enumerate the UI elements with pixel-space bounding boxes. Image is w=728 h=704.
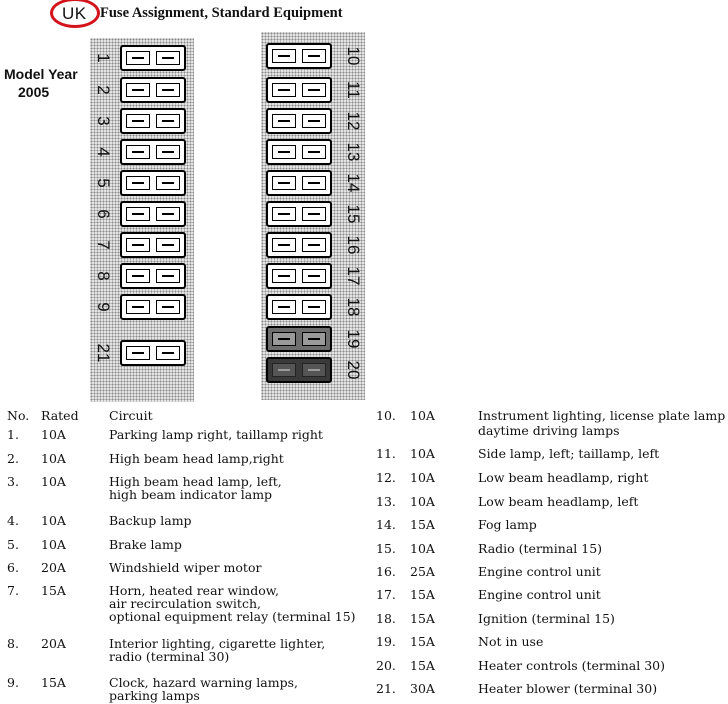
fuse-10 — [266, 43, 332, 69]
row-no: 10. — [376, 408, 396, 423]
fuse-17 — [266, 263, 332, 289]
fuse-number-label: 6 — [94, 209, 113, 219]
fuse-number-label: 15 — [344, 204, 363, 224]
row-circuit-line: Engine control unit — [478, 587, 601, 602]
fuse-9 — [120, 294, 186, 320]
row-no: 12. — [376, 470, 396, 485]
fuse-terminal-left — [272, 363, 296, 377]
row-circuit-line: Low beam headlamp, right — [478, 470, 649, 485]
row-rated: 10A — [41, 474, 66, 489]
fuse-terminal-left — [126, 176, 150, 190]
model-year-value: 2005 — [18, 84, 50, 100]
fuse-terminal-left — [272, 145, 296, 159]
page-title: Fuse Assignment, Standard Equipment — [100, 5, 343, 21]
row-circuit-line: Ignition (terminal 15) — [478, 611, 615, 626]
fuse-2 — [120, 77, 186, 103]
fuse-number-label: 8 — [94, 271, 113, 281]
fuse-terminal-left — [272, 83, 296, 97]
fuse-terminal-right — [302, 207, 326, 221]
row-circuit-line: Heater controls (terminal 30) — [478, 658, 665, 673]
row-circuit-line: daytime driving lamps — [478, 423, 620, 438]
row-no: 15. — [376, 541, 396, 556]
row-no: 11. — [376, 446, 396, 461]
fuse-terminal-right — [156, 300, 180, 314]
row-circuit-line: Instrument lighting, license plate lamp — [478, 408, 726, 423]
fuse-terminal-right — [302, 363, 326, 377]
fuse-3 — [120, 108, 186, 134]
fuse-11 — [266, 77, 332, 103]
fuse-20 — [266, 357, 332, 383]
row-rated: 25A — [410, 564, 435, 579]
row-rated: 15A — [410, 611, 435, 626]
row-rated: 30A — [410, 681, 435, 696]
header-rated: Rated — [41, 408, 79, 423]
fuse-terminal-right — [302, 269, 326, 283]
fuse-14 — [266, 170, 332, 196]
fuse-number-label: 7 — [94, 240, 113, 250]
fuse-number-label: 11 — [344, 81, 363, 99]
row-rated: 10A — [41, 427, 66, 442]
fuse-terminal-left — [272, 114, 296, 128]
row-circuit-line: Backup lamp — [109, 513, 192, 528]
row-circuit-line: Engine control unit — [478, 564, 601, 579]
fuse-number-label: 3 — [94, 116, 113, 126]
row-no: 14. — [376, 517, 396, 532]
row-rated: 10A — [410, 494, 435, 509]
row-circuit-line: high beam indicator lamp — [109, 487, 273, 502]
row-circuit-line: Horn, heated rear window, — [109, 583, 279, 598]
fuse-terminal-left — [126, 346, 150, 360]
row-rated: 20A — [41, 560, 66, 575]
fuse-number-label: 5 — [94, 178, 113, 188]
fuse-16 — [266, 232, 332, 258]
fuse-19 — [266, 326, 332, 352]
header-no: No. — [7, 408, 30, 423]
row-no: 16. — [376, 564, 396, 579]
fuse-terminal-right — [302, 83, 326, 97]
fuse-terminal-left — [126, 207, 150, 221]
fuse-terminal-right — [156, 346, 180, 360]
row-circuit-line: Low beam headlamp, left — [478, 494, 639, 509]
row-circuit-line: Fog lamp — [478, 517, 537, 532]
fuse-terminal-left — [126, 269, 150, 283]
fuse-5 — [120, 170, 186, 196]
row-rated: 10A — [410, 446, 435, 461]
fuse-7 — [120, 232, 186, 258]
fuse-number-label: 17 — [344, 266, 363, 286]
row-no: 21. — [376, 681, 396, 696]
row-circuit-line: Clock, hazard warning lamps, — [109, 675, 298, 690]
fuse-number-label: 16 — [344, 235, 363, 255]
row-no: 18. — [376, 611, 396, 626]
row-rated: 10A — [410, 541, 435, 556]
fuse-12 — [266, 108, 332, 134]
fuse-21 — [120, 340, 186, 366]
header-circuit: Circuit — [109, 408, 153, 423]
fuse-number-label: 4 — [94, 147, 113, 157]
fuse-number-label: 9 — [94, 302, 113, 312]
row-no: 13. — [376, 494, 396, 509]
fuse-number-label: 18 — [344, 297, 363, 317]
fuse-18 — [266, 294, 332, 320]
row-no: 19. — [376, 634, 396, 649]
fuse-terminal-left — [126, 51, 150, 65]
row-no: 1. — [7, 427, 19, 442]
fuse-number-label: 20 — [344, 360, 363, 380]
row-no: 17. — [376, 587, 396, 602]
fuse-13 — [266, 139, 332, 165]
row-no: 3. — [7, 474, 19, 489]
fuse-terminal-right — [156, 269, 180, 283]
fuse-terminal-right — [302, 332, 326, 346]
row-rated: 10A — [41, 537, 66, 552]
row-circuit-line: Radio (terminal 15) — [478, 541, 603, 556]
row-circuit-line: optional equipment relay (terminal 15) — [109, 609, 356, 624]
row-circuit-line: Windshield wiper motor — [109, 560, 262, 575]
row-circuit-line: parking lamps — [109, 688, 200, 703]
fuse-terminal-left — [272, 207, 296, 221]
row-circuit-line: Heater blower (terminal 30) — [478, 681, 658, 696]
fuse-terminal-left — [272, 176, 296, 190]
row-circuit-line: air recirculation switch, — [109, 596, 261, 611]
fuse-number-label: 2 — [94, 85, 113, 95]
row-no: 5. — [7, 537, 19, 552]
row-rated: 20A — [41, 636, 66, 651]
fuse-4 — [120, 139, 186, 165]
fuse-number-label: 10 — [344, 46, 363, 66]
fuse-terminal-left — [272, 332, 296, 346]
fuse-terminal-left — [126, 114, 150, 128]
row-circuit-line: High beam head lamp, left, — [109, 474, 282, 489]
row-no: 2. — [7, 451, 19, 466]
fuse-terminal-right — [156, 176, 180, 190]
fuse-terminal-right — [156, 114, 180, 128]
fuse-number-label: 19 — [344, 329, 363, 349]
fuse-terminal-left — [126, 238, 150, 252]
row-circuit-line: radio (terminal 30) — [109, 649, 230, 664]
fuse-terminal-right — [156, 83, 180, 97]
fuse-terminal-right — [302, 49, 326, 63]
fuse-terminal-left — [126, 83, 150, 97]
fuse-1 — [120, 45, 186, 71]
fuse-terminal-left — [272, 269, 296, 283]
fuse-terminal-left — [272, 49, 296, 63]
fuse-8 — [120, 263, 186, 289]
row-no: 7. — [7, 583, 19, 598]
fuse-terminal-right — [156, 145, 180, 159]
fuse-number-label: 13 — [344, 142, 363, 162]
row-rated: 15A — [41, 675, 66, 690]
row-rated: 10A — [41, 451, 66, 466]
fuse-terminal-left — [272, 238, 296, 252]
model-year-label: Model Year — [4, 66, 78, 82]
fuse-terminal-left — [126, 145, 150, 159]
fuse-15 — [266, 201, 332, 227]
row-no: 6. — [7, 560, 19, 575]
row-rated: 10A — [410, 470, 435, 485]
row-rated: 10A — [41, 513, 66, 528]
row-rated: 15A — [410, 587, 435, 602]
fuse-terminal-right — [302, 114, 326, 128]
fuse-terminal-right — [156, 238, 180, 252]
row-rated: 15A — [41, 583, 66, 598]
row-rated: 15A — [410, 658, 435, 673]
row-circuit-line: Side lamp, left; taillamp, left — [478, 446, 660, 461]
fuse-number-label: 21 — [94, 343, 113, 363]
row-no: 9. — [7, 675, 19, 690]
row-circuit-line: Not in use — [478, 634, 544, 649]
row-rated: 15A — [410, 634, 435, 649]
fuse-number-label: 12 — [344, 111, 363, 131]
fuse-terminal-right — [302, 238, 326, 252]
row-circuit-line: Interior lighting, cigarette lighter, — [109, 636, 326, 651]
region-badge: UK — [62, 4, 87, 23]
row-no: 20. — [376, 658, 396, 673]
row-no: 8. — [7, 636, 19, 651]
row-rated: 15A — [410, 517, 435, 532]
row-circuit-line: High beam head lamp,right — [109, 451, 284, 466]
fuse-6 — [120, 201, 186, 227]
fuse-terminal-right — [156, 207, 180, 221]
fuse-terminal-right — [302, 176, 326, 190]
fuse-number-label: 1 — [94, 53, 113, 63]
fuse-terminal-right — [302, 300, 326, 314]
row-rated: 10A — [410, 408, 435, 423]
row-circuit-line: Parking lamp right, taillamp right — [109, 427, 323, 442]
fuse-terminal-right — [156, 51, 180, 65]
fuse-number-label: 14 — [344, 173, 363, 193]
row-no: 4. — [7, 513, 19, 528]
fuse-terminal-left — [272, 300, 296, 314]
fuse-terminal-left — [126, 300, 150, 314]
fuse-terminal-right — [302, 145, 326, 159]
row-circuit-line: Brake lamp — [109, 537, 182, 552]
